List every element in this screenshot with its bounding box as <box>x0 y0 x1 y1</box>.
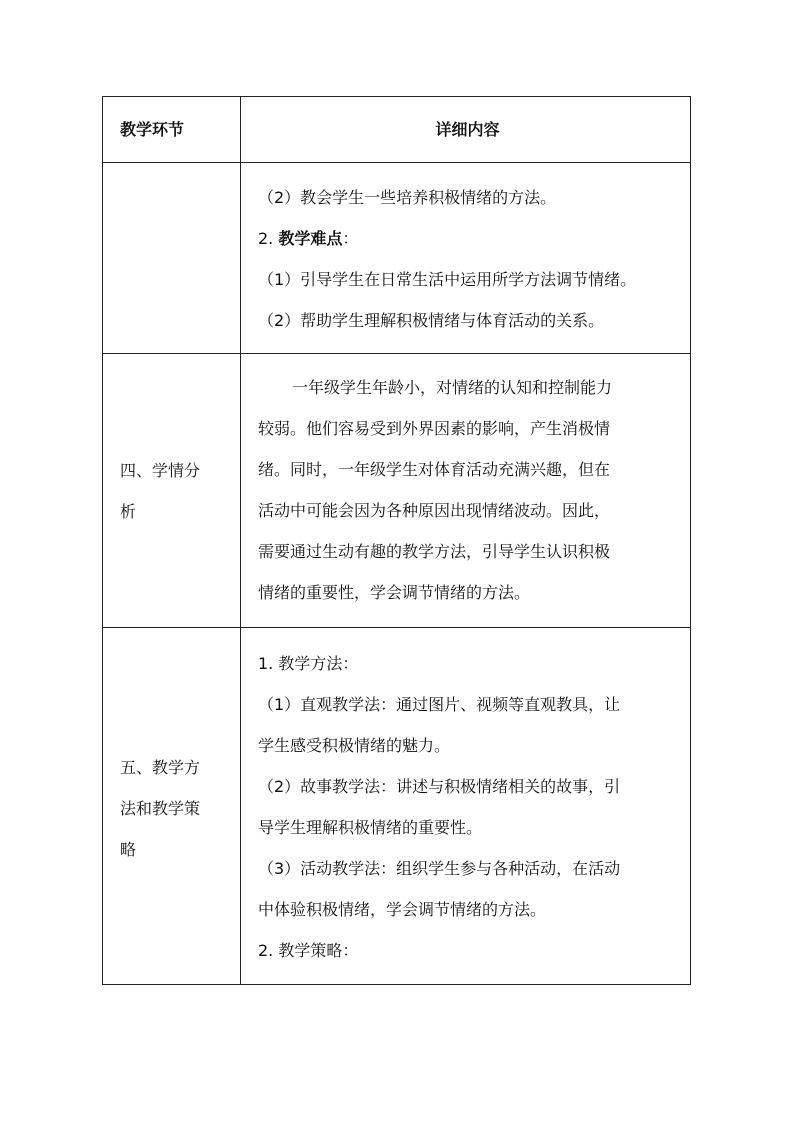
row-divider-1 <box>103 353 690 354</box>
difficulty-colon: ： <box>342 229 359 248</box>
row2-line-2: 较弱。他们容易受到外界因素的影响，产生消极情 <box>258 419 611 438</box>
row3-line-7: 中体验积极情绪，学会调节情绪的方法。 <box>258 900 547 919</box>
header-col-content: 详细内容 <box>435 120 500 139</box>
row-divider-2 <box>103 627 690 628</box>
row3-line-1: 1. 教学方法： <box>258 654 359 673</box>
difficulty-label: 教学难点 <box>278 229 343 248</box>
row2-line-4: 活动中可能会因为各种原因出现情绪波动。因此， <box>258 501 611 520</box>
row1-line-4: （2）帮助学生理解积极情绪与体育活动的关系。 <box>258 311 605 330</box>
row2-line-1: 一年级学生年龄小，对情绪的认知和控制能力 <box>292 378 613 397</box>
row3-line-8: 2. 教学策略： <box>258 941 359 960</box>
difficulty-number: 2. <box>258 229 279 248</box>
row3-line-2: （1）直观教学法：通过图片、视频等直观教具，让 <box>258 695 621 714</box>
header-col-stage: 教学环节 <box>120 120 185 139</box>
row1-stage-cell <box>103 163 240 353</box>
lesson-plan-table <box>102 96 691 985</box>
row3-line-6: （3）活动教学法：组织学生参与各种活动，在活动 <box>258 859 621 878</box>
row3-line-4: （2）故事教学法：讲述与积极情绪相关的故事，引 <box>258 777 621 796</box>
row1-content-cell <box>241 177 691 341</box>
row3-label-line-3: 略 <box>120 840 137 859</box>
row2-line-3: 绪。同时，一年级学生对体育活动充满兴趣，但在 <box>258 460 611 479</box>
row2-stage-label <box>103 450 240 532</box>
row3-line-5: 导学生理解积极情绪的重要性。 <box>258 818 483 837</box>
row2-label-line-1: 四、学情分 <box>120 461 201 480</box>
row1-line-1: （2）教会学生一些培养积极情绪的方法。 <box>258 188 557 207</box>
row3-line-3: 学生感受积极情绪的魅力。 <box>258 736 451 755</box>
row3-stage-label <box>103 747 240 870</box>
row2-line-6: 情绪的重要性，学会调节情绪的方法。 <box>258 583 531 602</box>
row1-line-3: （1）引导学生在日常生活中运用所学方法调节情绪。 <box>258 270 637 289</box>
row2-line-5: 需要通过生动有趣的教学方法，引导学生认识积极 <box>258 542 611 561</box>
row3-content-cell <box>241 643 691 971</box>
row3-label-line-1: 五、教学方 <box>120 758 201 777</box>
row2-content-cell <box>241 367 691 613</box>
row2-label-line-2: 析 <box>120 502 137 521</box>
row3-label-line-2: 法和教学策 <box>120 799 201 818</box>
row1-difficulty-heading <box>258 218 677 259</box>
